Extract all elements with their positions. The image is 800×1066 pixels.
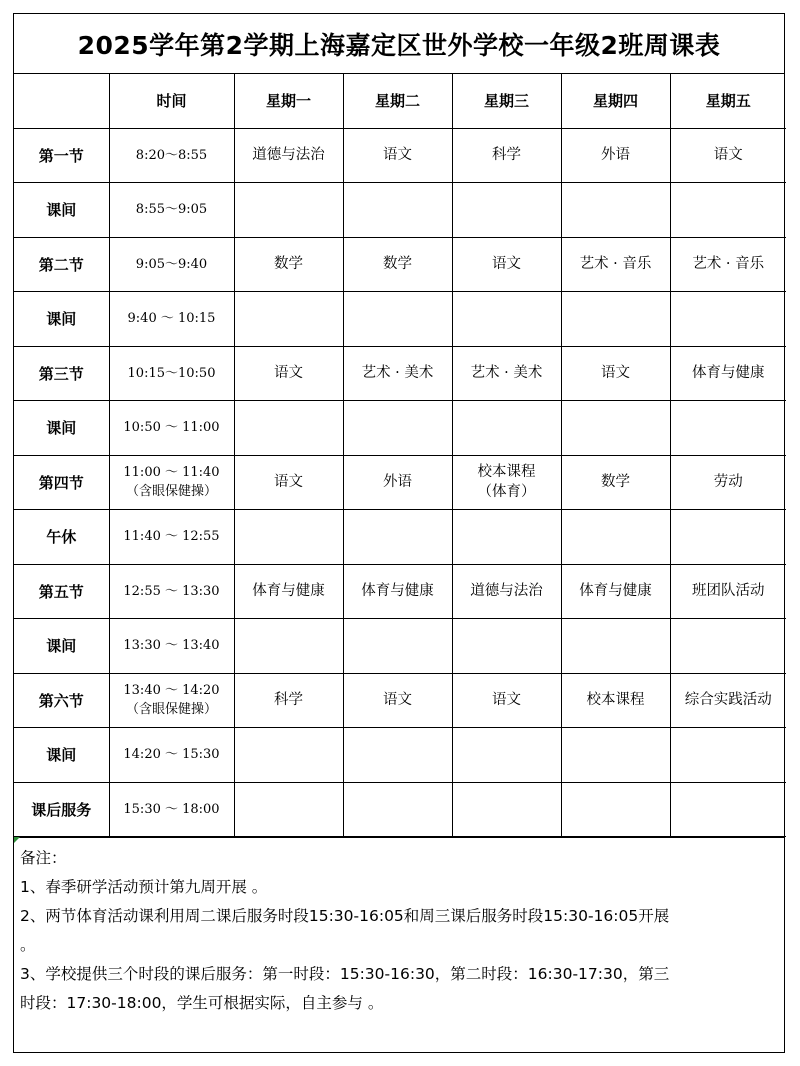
subject-cell xyxy=(561,237,670,292)
time-cell xyxy=(109,510,234,565)
period-row xyxy=(14,728,786,783)
header-row xyxy=(14,74,786,128)
subject-cell xyxy=(670,619,786,674)
subject-line: （体育） xyxy=(477,484,536,501)
subject-cell xyxy=(670,401,786,456)
period-row xyxy=(14,346,786,401)
period-row xyxy=(14,564,786,619)
subject-cell xyxy=(234,346,343,401)
subject-cell xyxy=(670,510,786,565)
subject-cell xyxy=(343,237,452,292)
time-line: 13:30 ～ 13:40 xyxy=(123,638,220,654)
subject-cell xyxy=(343,183,452,238)
time-cell xyxy=(109,782,234,837)
page-title: 2025学年第2学期上海嘉定区世外学校一年级2班周课表 xyxy=(14,14,784,74)
time-line: 12:55 ～ 13:30 xyxy=(123,583,220,599)
timetable-body xyxy=(14,74,786,837)
time-cell xyxy=(109,183,234,238)
subject-cell xyxy=(670,183,786,238)
subject-cell xyxy=(452,564,561,619)
header-cell: 星期五 xyxy=(670,74,786,128)
subject-cell xyxy=(343,510,452,565)
note-line: 1、春季研学活动预计第九周开展 。 xyxy=(20,878,268,896)
note-line: 2、两节体育活动课利用周二课后服务时段15:30-16:05和周三课后服务时段15:30-16:05开展 xyxy=(20,907,670,925)
subject-cell xyxy=(234,292,343,347)
subject-line: 体育与健康 xyxy=(692,365,765,382)
subject-cell xyxy=(234,128,343,183)
header-cell: 星期一 xyxy=(234,74,343,128)
period-label: 午休 xyxy=(14,510,109,565)
subject-line: 外语 xyxy=(383,474,412,491)
subject-cell xyxy=(670,455,786,510)
header-corner-cell xyxy=(14,74,109,128)
time-cell xyxy=(109,346,234,401)
subject-cell xyxy=(452,782,561,837)
subject-cell xyxy=(561,728,670,783)
subject-cell xyxy=(343,455,452,510)
period-label: 课间 xyxy=(14,183,109,238)
subject-line: 艺术 · 音乐 xyxy=(692,256,765,273)
period-label: 第一节 xyxy=(14,128,109,183)
period-row xyxy=(14,455,786,510)
time-cell xyxy=(109,401,234,456)
header-cell: 时间 xyxy=(109,74,234,128)
subject-line: 语文 xyxy=(274,474,303,491)
subject-cell xyxy=(452,619,561,674)
time-cell xyxy=(109,619,234,674)
subject-cell xyxy=(561,292,670,347)
subject-cell xyxy=(670,728,786,783)
time-line: 8:20～8:55 xyxy=(135,147,208,163)
subject-cell xyxy=(343,346,452,401)
subject-cell xyxy=(670,128,786,183)
subject-cell xyxy=(234,782,343,837)
subject-cell xyxy=(234,510,343,565)
subject-line: 语文 xyxy=(492,692,521,709)
time-line: 14:20 ～ 15:30 xyxy=(123,747,220,763)
subject-cell xyxy=(343,673,452,728)
subject-line: 综合实践活动 xyxy=(684,692,772,709)
period-row xyxy=(14,237,786,292)
period-label: 课间 xyxy=(14,619,109,674)
header-cell: 星期三 xyxy=(452,74,561,128)
period-row xyxy=(14,401,786,456)
cell-corner-marker xyxy=(14,837,20,843)
note-line: 3、学校提供三个时段的课后服务：第一时段：15:30-16:30，第二时段：16:30-17:30，第三 xyxy=(20,965,670,983)
header-cell: 星期四 xyxy=(561,74,670,128)
subject-cell xyxy=(561,619,670,674)
time-line: （含眼保健操） xyxy=(125,702,217,718)
subject-cell xyxy=(561,128,670,183)
subject-line: 语文 xyxy=(274,365,303,382)
header-cell: 星期二 xyxy=(343,74,452,128)
subject-line: 艺术 · 美术 xyxy=(470,365,543,382)
subject-cell xyxy=(234,401,343,456)
timetable-sheet xyxy=(13,13,785,1053)
subject-line: 语文 xyxy=(492,256,521,273)
subject-cell xyxy=(343,128,452,183)
subject-line: 数学 xyxy=(601,474,630,491)
subject-line: 外语 xyxy=(601,147,630,164)
subject-cell xyxy=(343,728,452,783)
period-label: 第四节 xyxy=(14,455,109,510)
subject-cell xyxy=(670,782,786,837)
time-line: 9:40 ～ 10:15 xyxy=(127,311,216,327)
period-row xyxy=(14,782,786,837)
time-line: 11:40 ～ 12:55 xyxy=(123,529,220,545)
subject-cell xyxy=(452,237,561,292)
time-line: 10:15～10:50 xyxy=(127,365,216,381)
time-line: 11:00 ～ 11:40 xyxy=(123,465,220,481)
subject-cell xyxy=(343,782,452,837)
time-cell xyxy=(109,564,234,619)
notes-section xyxy=(14,837,784,1018)
subject-cell xyxy=(452,183,561,238)
period-row xyxy=(14,183,786,238)
subject-cell xyxy=(670,346,786,401)
period-label: 课间 xyxy=(14,401,109,456)
period-label: 第二节 xyxy=(14,237,109,292)
time-line: 13:40 ～ 14:20 xyxy=(123,683,220,699)
subject-line: 数学 xyxy=(383,256,412,273)
subject-cell xyxy=(670,237,786,292)
subject-line: 体育与健康 xyxy=(361,583,434,600)
subject-cell xyxy=(452,401,561,456)
time-cell xyxy=(109,292,234,347)
subject-cell xyxy=(452,128,561,183)
subject-cell xyxy=(234,728,343,783)
subject-cell xyxy=(343,292,452,347)
period-row xyxy=(14,673,786,728)
subject-line: 校本课程 xyxy=(477,464,536,481)
subject-line: 艺术 · 美术 xyxy=(361,365,434,382)
note-line: 时段：17:30-18:00，学生可根据实际，自主参与 。 xyxy=(20,994,384,1012)
subject-cell xyxy=(561,401,670,456)
time-line: 8:55～9:05 xyxy=(135,202,208,218)
subject-line: 体育与健康 xyxy=(252,583,325,600)
subject-cell xyxy=(234,455,343,510)
subject-cell xyxy=(234,619,343,674)
period-label: 第五节 xyxy=(14,564,109,619)
period-row xyxy=(14,510,786,565)
subject-cell xyxy=(452,728,561,783)
subject-cell xyxy=(452,346,561,401)
period-label: 第三节 xyxy=(14,346,109,401)
subject-line: 道德与法治 xyxy=(252,147,325,164)
period-label: 课间 xyxy=(14,292,109,347)
subject-cell xyxy=(561,564,670,619)
subject-cell xyxy=(452,455,561,510)
subject-cell xyxy=(234,183,343,238)
subject-line: 数学 xyxy=(274,256,303,273)
time-line: （含眼保健操） xyxy=(125,484,217,500)
subject-line: 语文 xyxy=(713,147,743,164)
period-row xyxy=(14,292,786,347)
period-row xyxy=(14,619,786,674)
subject-line: 科学 xyxy=(492,147,521,164)
subject-cell xyxy=(561,346,670,401)
period-row xyxy=(14,128,786,183)
subject-line: 体育与健康 xyxy=(579,583,652,600)
subject-cell xyxy=(343,564,452,619)
subject-line: 劳动 xyxy=(713,474,743,491)
subject-line: 班团队活动 xyxy=(692,583,765,600)
subject-cell xyxy=(561,183,670,238)
subject-cell xyxy=(561,455,670,510)
note-line: 。 xyxy=(20,936,36,954)
subject-cell xyxy=(670,292,786,347)
subject-cell xyxy=(343,401,452,456)
subject-cell xyxy=(561,673,670,728)
subject-line: 语文 xyxy=(383,692,412,709)
time-cell xyxy=(109,128,234,183)
period-label: 第六节 xyxy=(14,673,109,728)
subject-line: 语文 xyxy=(383,147,412,164)
subject-line: 艺术 · 音乐 xyxy=(579,256,652,273)
time-line: 10:50 ～ 11:00 xyxy=(123,420,220,436)
subject-cell xyxy=(670,564,786,619)
period-label: 课后服务 xyxy=(14,782,109,837)
subject-line: 语文 xyxy=(601,365,630,382)
time-cell xyxy=(109,673,234,728)
subject-cell xyxy=(234,237,343,292)
subject-cell xyxy=(670,673,786,728)
subject-cell xyxy=(234,564,343,619)
time-line: 9:05～9:40 xyxy=(135,256,208,272)
subject-cell xyxy=(452,673,561,728)
subject-cell xyxy=(561,510,670,565)
subject-cell xyxy=(343,619,452,674)
timetable-grid xyxy=(14,74,786,837)
time-cell xyxy=(109,728,234,783)
subject-cell xyxy=(452,510,561,565)
subject-cell xyxy=(452,292,561,347)
subject-cell xyxy=(234,673,343,728)
subject-line: 道德与法治 xyxy=(470,583,543,600)
notes-heading: 备注： xyxy=(20,849,67,867)
subject-line: 科学 xyxy=(274,692,303,709)
time-cell xyxy=(109,455,234,510)
subject-cell xyxy=(561,782,670,837)
period-label: 课间 xyxy=(14,728,109,783)
subject-line: 校本课程 xyxy=(586,692,645,709)
time-cell xyxy=(109,237,234,292)
time-line: 15:30 ～ 18:00 xyxy=(123,801,220,817)
